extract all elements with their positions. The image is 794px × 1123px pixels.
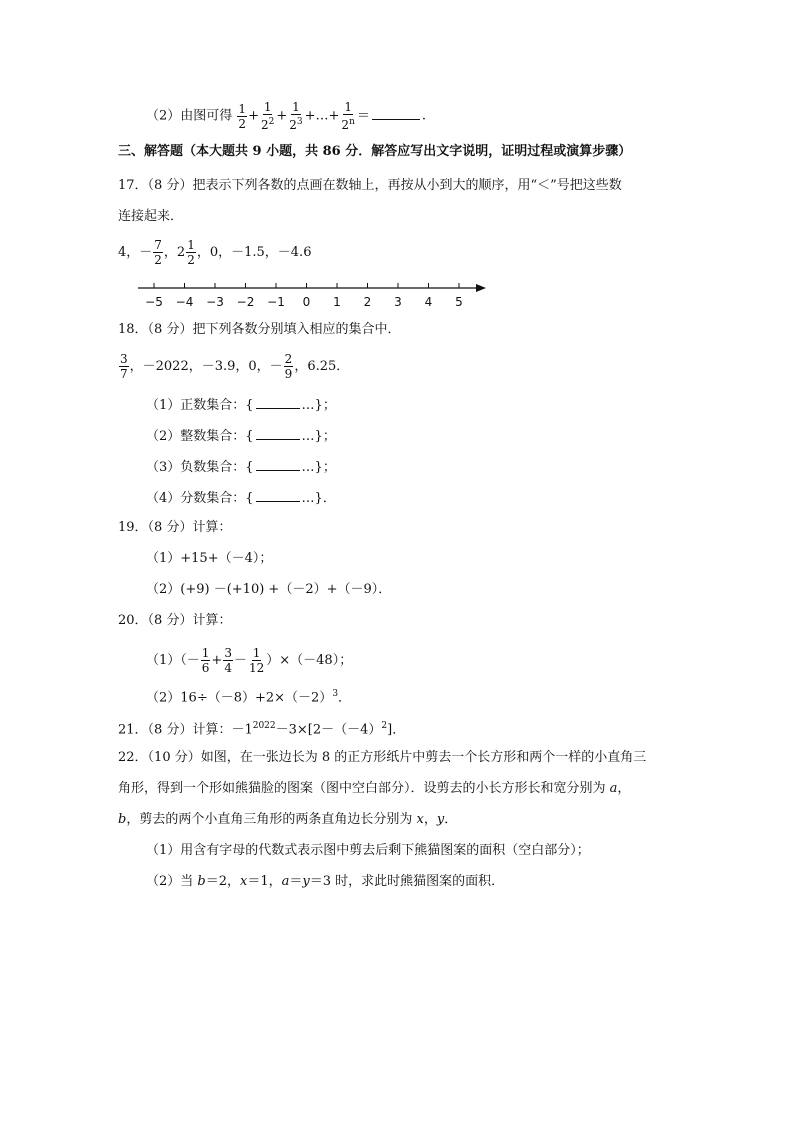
q20-line1: 20．（8 分）计算： <box>118 613 232 628</box>
q22-line2: 角形，得到一个形如熊猫脸的图案（图中空白部分）．设剪去的小长方形长和宽分别为 a， <box>118 781 631 796</box>
axis-tick-label: 5 <box>455 295 463 309</box>
answer-blank[interactable] <box>256 394 300 409</box>
q18-numbers: $\frac{3}{7}$ ，－2022，－3.9，0，－ $\frac{2}{9}$ ，6.25． <box>120 352 350 381</box>
fraction-1-over-2-n: $\frac{1}{2^n}$ <box>341 100 355 132</box>
axis-tick-label: −5 <box>145 295 163 309</box>
axis-tick-label: 4 <box>424 295 433 309</box>
axis-tick-label: −1 <box>267 295 285 309</box>
q16-part2: （2）由图可得 $\frac{1}{2}$ + $\frac{1}{2^2}$ + $\frac{1}{2^3}$ +…+ $\frac{1}{2^n}$ ＝ . <box>146 100 427 132</box>
q20-part2: $(2)16\div(-8)+2\times(-2)^3$． <box>146 689 352 706</box>
answer-blank[interactable] <box>256 425 300 440</box>
q22-part1: （1）用含有字母的代数式表示图中剪去后剩下熊猫图案的面积（空白部分）； <box>146 843 590 858</box>
fraction-7-over-2: $\frac{7}{2}$ <box>154 238 162 267</box>
section-heading: 三、解答题（本大题共 9 小题，共 86 分．解答应写出文字说明，证明过程或演算步骤） <box>118 144 632 159</box>
q20-part1: （1）（－ $\frac{1}{6}$ + $\frac{3}{4}$ － $\frac{1}{12}$ ）×（－48）； <box>146 646 353 675</box>
axis-tick-label: 1 <box>333 295 341 309</box>
number-line-arrow <box>476 284 486 292</box>
fraction-1-over-2: $\frac{1}{2}$ <box>187 238 195 267</box>
axis-tick-label: −2 <box>236 295 255 309</box>
fraction-1-over-12: $\frac{1}{12}$ <box>248 646 265 675</box>
q18-set-fraction: （4）分数集合：{ …}． <box>146 487 336 509</box>
q17-line2: 连接起来． <box>118 209 184 224</box>
q19-part1: （1）+15+（－4）； <box>146 551 273 566</box>
answer-blank[interactable] <box>256 487 300 502</box>
q21-line: 21．（8 分）计算：$-1^{2022}-3\times[2-(-4)^2]$． <box>118 721 406 738</box>
q22-line3: b，剪去的两个小直角三角形的两条直角边长分别为 x，y． <box>118 812 458 827</box>
axis-tick-label: 2 <box>363 295 372 309</box>
fraction-1-over-2: $\frac{1}{2}$ <box>238 101 247 131</box>
number-line-ticks <box>145 283 463 309</box>
axis-tick-label: 3 <box>394 295 402 309</box>
fraction-1-over-6: $\frac{1}{6}$ <box>201 646 210 675</box>
axis-tick-label: −4 <box>175 295 194 309</box>
q18-set-negative: （3）负数集合：{ …}； <box>146 456 336 478</box>
q18-set-integer: （2）整数集合：{ …}； <box>146 425 336 447</box>
number-line <box>0 278 794 318</box>
fraction-3-over-7: $\frac{3}{7}$ <box>120 352 128 381</box>
q17-line1: 17．（8 分）把表示下列各数的点画在数轴上，再按从小到大的顺序，用“＜”号把这些数 <box>118 178 622 193</box>
q22-part2: （2）当 b＝2，x＝1，a＝y＝3 时，求此时熊猫图案的面积． <box>146 874 505 889</box>
q18-line1: 18．（8 分）把下列各数分别填入相应的集合中． <box>118 322 401 337</box>
fraction-2-over-9: $\frac{2}{9}$ <box>284 352 293 381</box>
axis-tick-label: −3 <box>206 295 224 309</box>
q19-part2: （2）(+9) －(+10) +（－2）+（－9）． <box>146 582 392 597</box>
q19-line1: 19．（8 分）计算： <box>118 520 232 535</box>
q16-prefix: （2）由图可得 <box>146 108 233 124</box>
answer-blank[interactable] <box>372 105 420 120</box>
q22-line1: 22．（10 分）如图，在一张边长为 8 的正方形纸片中剪去一个长方形和两个一样的小直角三 <box>118 750 647 765</box>
fraction-3-over-4: $\frac{3}{4}$ <box>224 646 232 675</box>
answer-blank[interactable] <box>256 456 300 471</box>
q18-set-positive: （1）正数集合：{ …}； <box>146 394 336 416</box>
fraction-1-over-2-squared: $\frac{1}{2^2}$ <box>260 100 275 132</box>
fraction-1-over-2-cubed: $\frac{1}{2^3}$ <box>289 100 303 132</box>
axis-tick-label: 0 <box>302 295 311 309</box>
q17-numbers: 4，－ $\frac{7}{2}$ ，2 $\frac{1}{2}$ ，0，－1.5，－4.6 <box>118 238 312 267</box>
